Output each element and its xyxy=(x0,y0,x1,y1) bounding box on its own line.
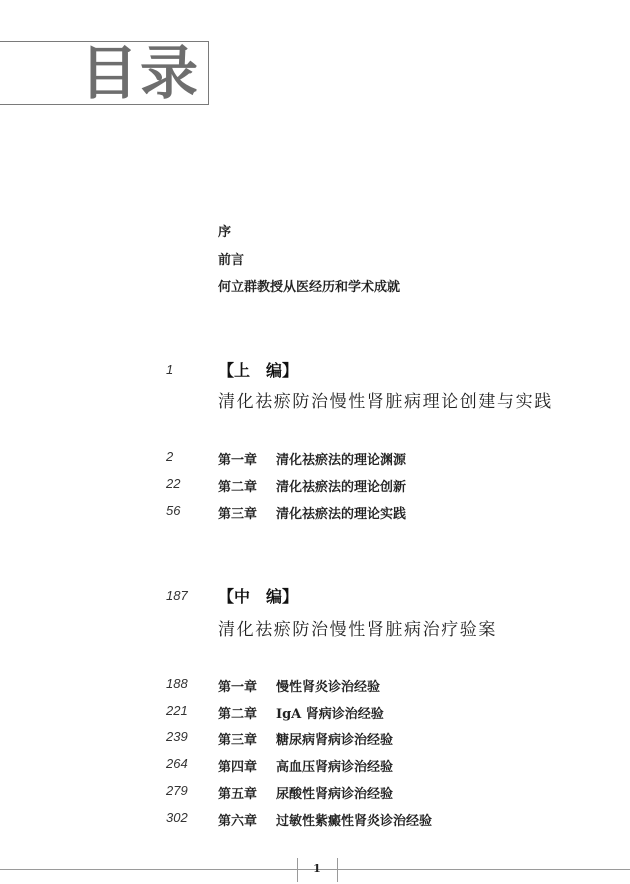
toc-chapter-number: 第一章 xyxy=(218,680,258,695)
toc-row[interactable] xyxy=(0,810,630,828)
toc-chapter-title: 清化祛瘀法的理论渊源 xyxy=(276,453,407,468)
part-subtitle-upper: 清化祛瘀防治慢性肾脏病理论创建与实践 xyxy=(218,392,553,412)
toc-page-number: 2 xyxy=(166,449,174,464)
toc-page-number: 239 xyxy=(166,729,188,744)
toc-page-number: 264 xyxy=(166,756,188,771)
page-title: 目录 xyxy=(80,39,201,107)
toc-row[interactable] xyxy=(0,476,630,494)
toc-entry-preface[interactable]: 序 xyxy=(218,225,232,240)
toc-chapter-title: 清化祛瘀法的理论实践 xyxy=(276,507,407,522)
part-label-upper[interactable]: 【上 编】 xyxy=(218,361,299,380)
part-subtitle-middle: 清化祛瘀防治慢性肾脏病治疗验案 xyxy=(218,620,497,640)
page-number: 1 xyxy=(313,862,321,875)
footer-tick-right xyxy=(337,858,338,882)
toc-chapter-title: 糖尿病肾病诊治经验 xyxy=(276,733,394,748)
part-label-middle[interactable]: 【中 编】 xyxy=(218,587,299,606)
part-page-number: 1 xyxy=(166,362,174,377)
toc-chapter-title: 慢性肾炎诊治经验 xyxy=(276,680,381,695)
toc-row[interactable] xyxy=(0,703,630,721)
toc-page-number: 56 xyxy=(166,503,181,518)
toc-chapter-number: 第四章 xyxy=(218,760,258,775)
part-page-number: 187 xyxy=(166,588,188,603)
toc-chapter-number: 第三章 xyxy=(218,507,258,522)
toc-chapter-title: IgA 肾病诊治经验 xyxy=(276,707,384,722)
toc-entry-biography[interactable]: 何立群教授从医经历和学术成就 xyxy=(218,280,401,295)
toc-page-number: 279 xyxy=(166,783,188,798)
toc-page-number: 22 xyxy=(166,476,181,491)
toc-chapter-number: 第六章 xyxy=(218,814,258,829)
toc-row[interactable] xyxy=(0,729,630,747)
toc-chapter-title: 过敏性紫癜性肾炎诊治经验 xyxy=(276,814,433,829)
toc-row[interactable] xyxy=(0,449,630,467)
toc-chapter-title: 尿酸性肾病诊治经验 xyxy=(276,787,394,802)
toc-row[interactable] xyxy=(0,783,630,801)
toc-chapter-title: 清化祛瘀法的理论创新 xyxy=(276,480,407,495)
toc-row[interactable] xyxy=(0,503,630,521)
toc-entry-foreword[interactable]: 前言 xyxy=(218,253,245,268)
toc-chapter-number: 第五章 xyxy=(218,787,258,802)
toc-page-number: 302 xyxy=(166,810,188,825)
toc-row[interactable] xyxy=(0,676,630,694)
toc-page-number: 188 xyxy=(166,676,188,691)
toc-chapter-number: 第一章 xyxy=(218,453,258,468)
toc-chapter-number: 第二章 xyxy=(218,480,258,495)
toc-chapter-number: 第二章 xyxy=(218,707,258,722)
toc-page-number: 221 xyxy=(166,703,188,718)
toc-chapter-title: 高血压肾病诊治经验 xyxy=(276,760,394,775)
toc-chapter-number: 第三章 xyxy=(218,733,258,748)
toc-row[interactable] xyxy=(0,756,630,774)
